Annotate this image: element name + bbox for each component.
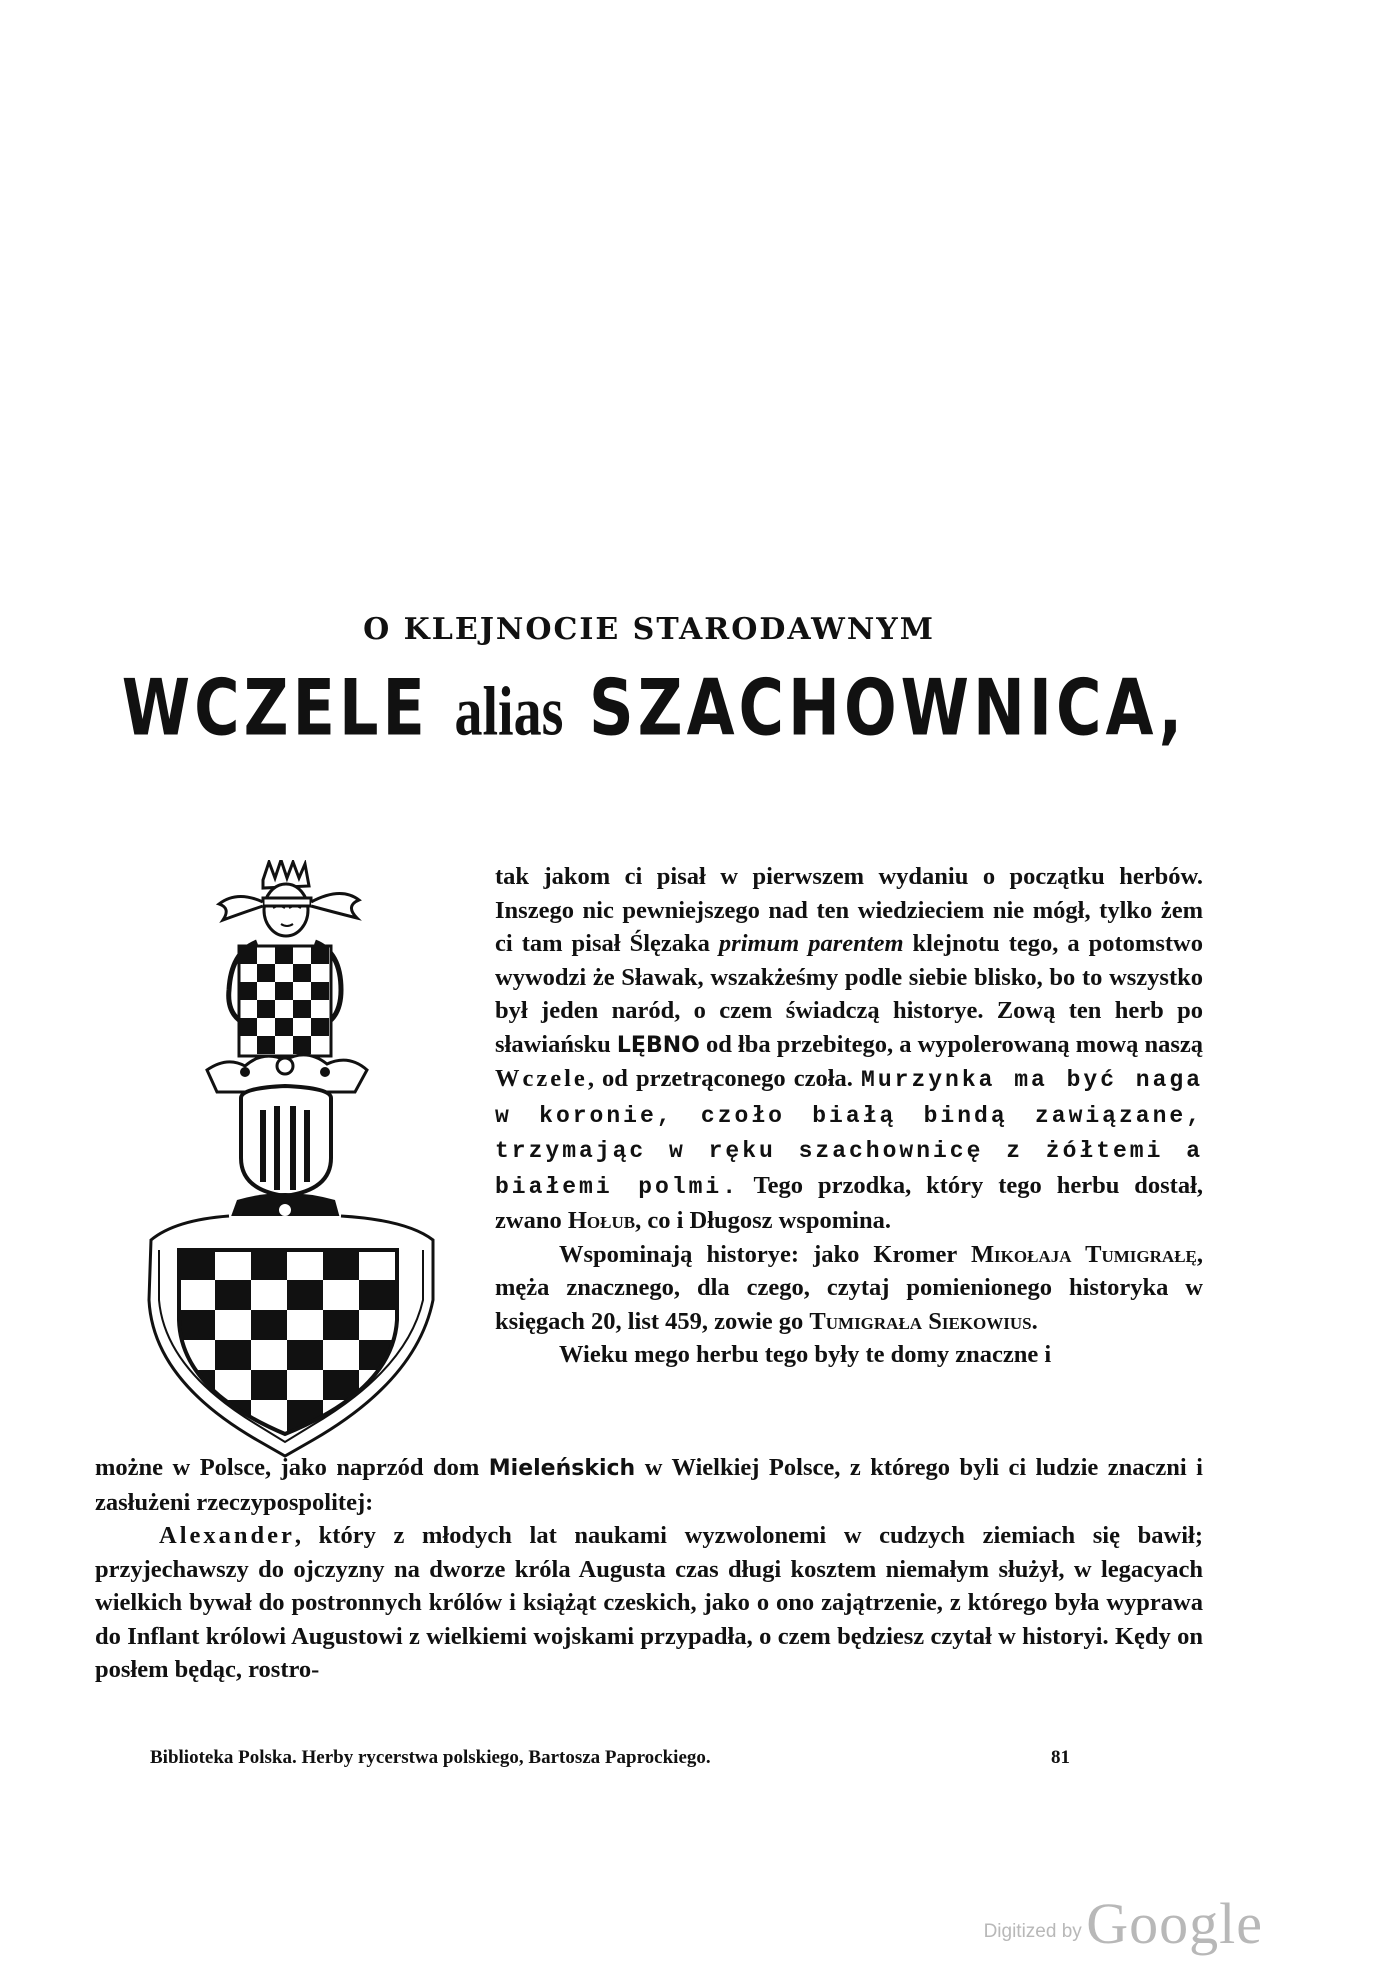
intro-text-column	[495, 860, 1203, 1372]
page-header	[0, 612, 1398, 754]
paragraph-1: tak jakom ci pisał w pierwszem wydaniu o początku herbów. Inszego nic pewniejszego nad ten wiedzieciem nie mógł, tylko żem ci tam pisał Ślęzaka primum parentem klejnotu tego, a potomstwo wywodzi że Sławak, wszakżeśmy podle siebie blisko, bo to wszystko był jeden naród, o czem świadczą historye. Zową ten herb po sławiańsku LĘBNO od łba przebitego, a wypolerowaną mową naszą Wczele, od przetrąconego czoła. Murzynka ma być naga w koronie, czoło białą bindą zawiązane, trzymając w ręku szachownicę z żółtemi a białemi polmi. Tego przodka, który tego herbu dostał, zwano Hołub, co i Długosz wspomina.	[495, 863, 1204, 1234]
footer-source: Biblioteka Polska. Herby rycerstwa polskiego, Bartosza Paprockiego.	[150, 1747, 711, 1768]
title-alias: alias	[454, 673, 564, 751]
page-number: 81	[1051, 1747, 1070, 1768]
page-title	[0, 662, 1398, 753]
paragraph-3-start: Wieku mego herbu tego były te domy znaczne i	[559, 1341, 1052, 1368]
google-watermark	[984, 1890, 1263, 1957]
moor-head	[264, 884, 308, 936]
shield-checkerboard	[179, 1250, 397, 1440]
watermark-prefix: Digitized by	[983, 1921, 1082, 1942]
paragraph-4: Alexander, który z młodych lat naukami wyzwolonemi w cudzych ziemiach się bawił; przyjechawszy do ojczyzny na dworze króla Augusta czas długi kosztem niemałym służył, w legacyach wielkich bywał do postronnych królów i książąt czeskich, jako o ono zajątrzenie, z którego była wyprawa do Inflant królowi Augustowi z wielkiemi wojskami przypadła, o czem będziesz czytał w historyi. Kędy on posłem będąc, rostro-	[95, 1522, 1203, 1683]
page-footer	[150, 1747, 1070, 1769]
coat-of-arms-wczele-icon	[145, 860, 445, 1460]
title-part-2: SZACHOWNICA,	[563, 661, 1187, 754]
paragraph-2: Wspominają historye: jako Kromer Mikołaja Tumigrałę, męża znacznego, dla czego, czytaj pomienionego historyka w księgach 20, list 459, zowie go Tumigrała Siekowius.	[495, 1240, 1203, 1335]
title-part-1: WCZELE	[121, 661, 455, 754]
knight-helmet-icon	[241, 1086, 331, 1196]
full-width-text	[95, 1451, 1203, 1687]
headband	[263, 898, 311, 906]
paragraph-3-continued: możne w Polsce, jako naprzód dom Mieleńskich w Wielkiej Polsce, z którego byli ci ludzie znaczni i zasłużeni rzeczypospolitej:	[95, 1454, 1203, 1516]
heading-overline: O KLEJNOCIE STARODAWNYM	[363, 612, 935, 647]
watermark-brand: Google	[1086, 1891, 1263, 1956]
